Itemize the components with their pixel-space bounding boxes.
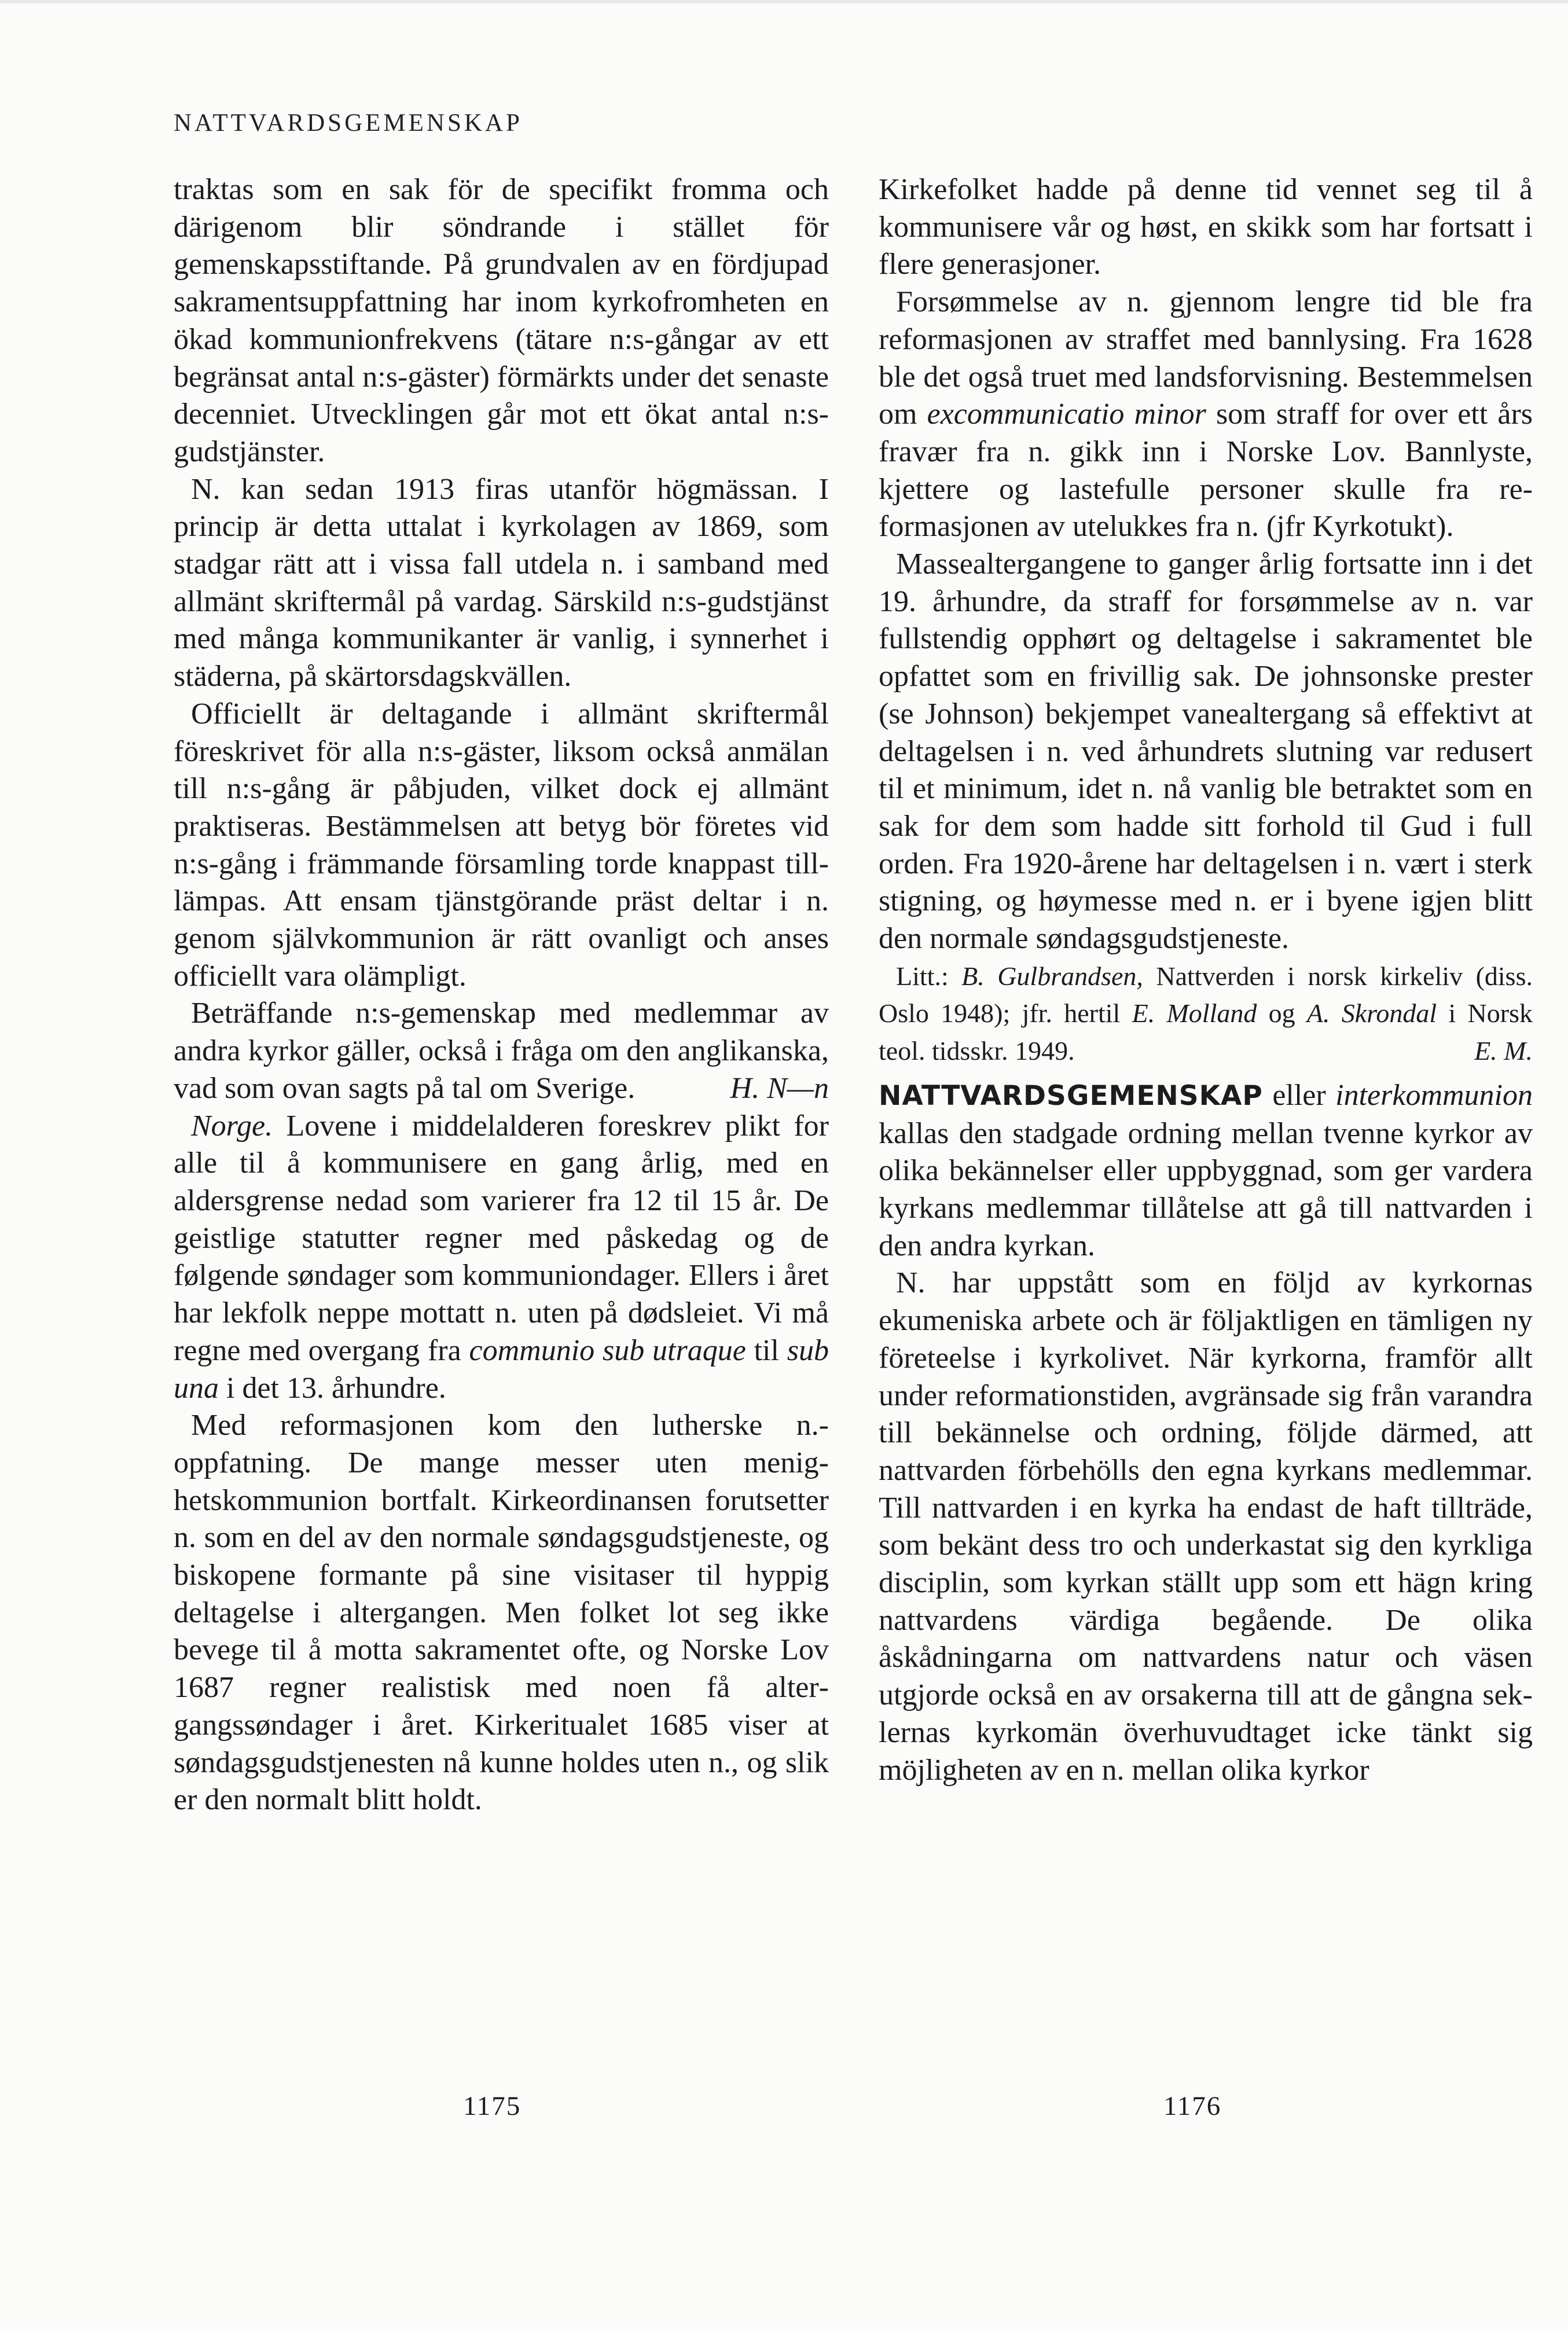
top-edge (0, 0, 1568, 3)
author-name: B. Gulbrandsen, (961, 961, 1143, 991)
paragraph-text: eller (1262, 1078, 1336, 1112)
italic-term: sub una (174, 1334, 829, 1405)
italic-term: interkommunion (1335, 1078, 1533, 1112)
left-column (174, 171, 829, 1819)
paragraph-text: Massealtergangene to ganger årlig fortsatte inn i det 19. århundre, da straff for forsømmelse av n. var fullstendig opphørt og deltagelse i sakramentet ble opfattet som en frivillig sak. De johnsonske prester (se Johnson) bekjempet vanealtergang så effektivt at deltagelsen i n. ved århundrets slutning var redusert til et minimum, idet n. nå vanlig ble betraktet som en sak for dem som hadde sitt forhold til Gud i full orden. Fra 1920-årene har deltagelsen i n. vært i sterk stigning, og høymesse med n. er i byene igjen blitt den normale søndagsgudstjeneste. (879, 548, 1533, 956)
paragraph-text: Lovene i middelalderen foreskrev plikt for alle til å kommunisere en gang årlig, med en aldersgrense nedad som varierer fra 12 til 15 år. De geistlige statutter regner med påskedag og de følgende søndager som kommuniondager. Ellers i året har lekfolk neppe mottatt n. uten på dødsleiet. Vi må regne med overgang fra (174, 1109, 829, 1367)
paragraph-text: Med reformasjonen kom den lutherske n.-oppfatning. De mange messer uten menighetskommunion bortfalt. Kirkeordinansen forutsetter n. som en del av den normale søndagsgudstjeneste, og biskopene formante på sine visitaser til hyppig deltagelse i altergangen. Men folket lot seg ikke bevege til å motta sakramentet ofte, og Norske Lov 1687 regner realistisk med noen få altergangssøndager i året. Kirkeritualet 1685 viser at søndagsgudstjenesten nå kunne holdes uten n., og slik er den normalt blitt holdt. (174, 1409, 829, 1817)
paragraph-text: Forsømmelse av n. gjennom lengre tid ble fra reformasjonen av straffet med bannlysing. Fra 1628 ble det også truet med landsforvisning. Bestemmelsen om (879, 285, 1533, 431)
paragraph-text: i det 13. århundre. (219, 1371, 446, 1405)
paragraph (174, 696, 829, 995)
lit-text: Nattverden i norsk kirkeliv (diss. Oslo 1948); jfr. hertil (879, 961, 1533, 1028)
paragraph-text: som straff for over ett års fravær fra n. gikk inn i Norske Lov. Bannlyste, kjettere og lastefulle personer skulle fra reformasjonen av utelukkes fra n. (jfr Kyrkotukt). (879, 398, 1533, 543)
paragraph (174, 995, 829, 1107)
section-lead: Norge. (191, 1109, 273, 1143)
right-column (879, 171, 1533, 1789)
author-name: A. Skrondal (1306, 998, 1437, 1028)
entry-paragraph (879, 1077, 1533, 1265)
paragraph (879, 1265, 1533, 1789)
paragraph (174, 1407, 829, 1819)
literature-references (879, 958, 1533, 1070)
paragraph-text: Officiellt är deltagande i allmänt skriftermål föreskrivet för alla n:s-gäster, liksom också anmälan till n:s-gång är påbjuden, vilket dock ej allmänt praktiseras. Bestämmelsen att betyg bör företes vid n:s-gång i främmande församling torde knappast tilllämpas. Att ensam tjänstgörande präst deltar i n. genom självkommunion är rätt ovanligt och anses officiellt vara olämpligt. (174, 697, 829, 993)
paragraph (879, 546, 1533, 958)
paragraph-text: traktas som en sak för de specifikt fromma och därigenom blir söndrande i stället för gemenskapsstiftande. På grundvalen av en fördjupad sakramentsuppfattning har inom kyrkofromheten en ökad kommunionfrekvens (tätare n:s-gångar av ett begränsat antal n:s-gäster) förmärkts under det senaste decenniet. Utvecklingen går mot ett ökat antal n:s-gudstjänster. (174, 173, 829, 468)
paragraph-text: til (746, 1334, 787, 1367)
paragraph-text: N. kan sedan 1913 firas utanför högmässan. I princip är detta uttalat i kyrkolagen av 1869, som stadgar rätt att i vissa fall utdela n. i samband med allmänt skriftermål på vardag. Särskild n:s-gudstjänst med många kommunikanter är vanlig, i synnerhet i städerna, på skärtorsdagskvällen. (174, 472, 829, 693)
page-number-right: 1176 (1163, 2091, 1222, 2121)
running-head: NATTVARDSGEMENSKAP (174, 109, 523, 137)
author-signature: H. N—n (730, 1071, 829, 1105)
lit-label: Litt.: (896, 961, 962, 991)
italic-term: excommunicatio minor (927, 398, 1206, 431)
author-name: E. Molland (1132, 998, 1257, 1028)
paragraph-text: kallas den stadgade ordning mellan tvenne kyrkor av olika bekännelser eller uppbyggnad, som ger vardera kyrkans medlemmar tillåtelse att gå till nattvarden i den andra kyrkan. (879, 1116, 1533, 1262)
paragraph (879, 171, 1533, 284)
lit-text: og (1257, 998, 1307, 1028)
lit-text: i Norsk teol. tidsskr. 1949. (879, 998, 1533, 1066)
paragraph-text: Beträffande n:s-gemenskap med medlemmar av andra kyrkor gäller, också i fråga om den anglikanska, vad som ovan sagts på tal om Sverige. (174, 997, 829, 1105)
author-signature: E. M. (1474, 1036, 1533, 1066)
page-number-left: 1175 (463, 2091, 522, 2121)
paragraph (174, 171, 829, 471)
paragraph-text: Kirkefolket hadde på denne tid vennet seg til å kommunisere vår og høst, en skikk som har fortsatt i flere generasjoner. (879, 173, 1533, 281)
paragraph (174, 1108, 829, 1408)
paragraph (879, 284, 1533, 546)
paragraph (174, 471, 829, 696)
paragraph-text: N. har uppstått som en följd av kyrkornas ekumeniska arbete och är följaktligen en tämligen ny företeelse i kyrkolivet. När kyrkorna, framför allt under reformationstiden, avgränsade sig från varandra till bekännelse och ordning, följde därmed, att nattvarden förbehölls den egna kyrkans medlemmar. Till nattvarden i en kyrka ha endast de haft tillträde, som bekänt dess tro och underkastat sig den kyrkliga disciplin, som kyrkan ställt upp som ett hägn kring nattvardens värdiga begående. De olika åskådningarna om nattvardens natur och väsen utgjorde också en av orsakerna till att de gångna seklernas kyrkomän överhuvudtaget icke tänkt sig möjligheten av en n. mellan olika kyrkor (879, 1266, 1533, 1787)
italic-term: communio sub utraque (469, 1334, 746, 1367)
entry-headword: NATTVARDSGEMENSKAP (879, 1079, 1263, 1112)
